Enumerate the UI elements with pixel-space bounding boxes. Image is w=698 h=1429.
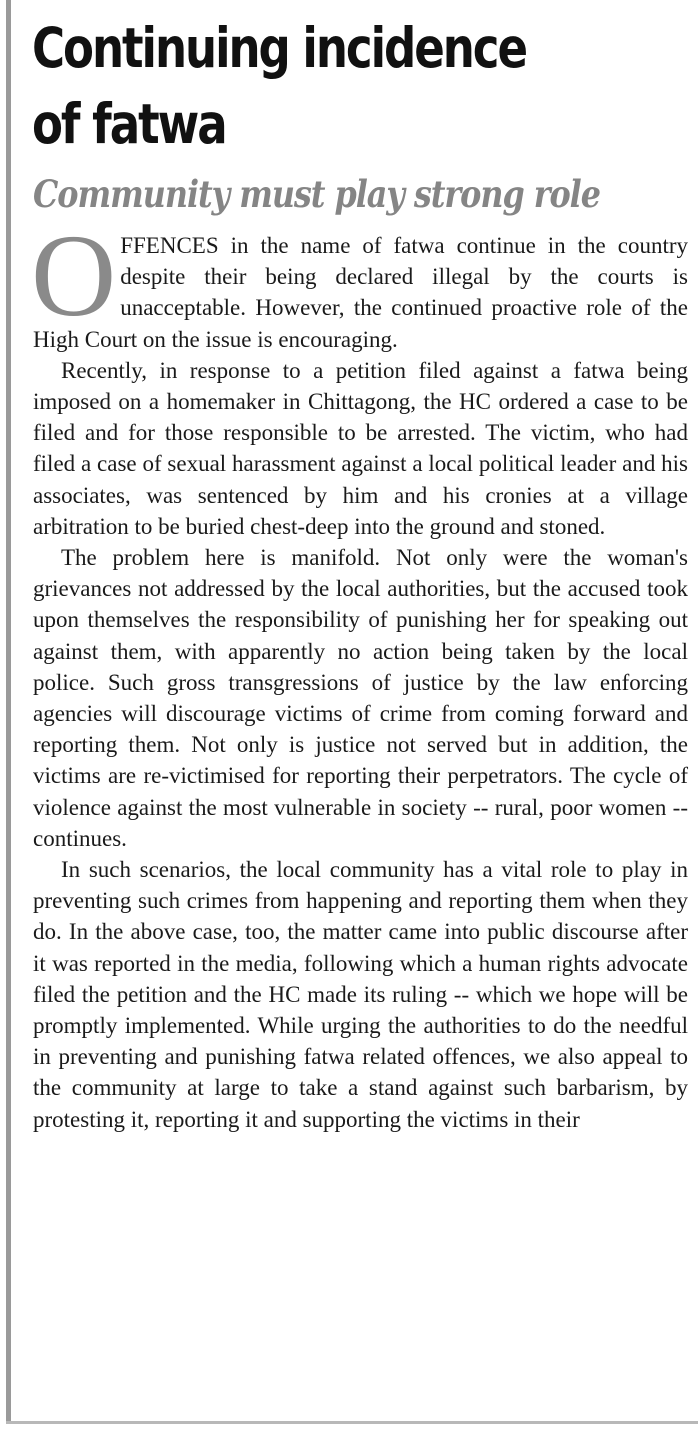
subheadline: Community must play strong role xyxy=(33,172,600,216)
paragraph-3: The problem here is manifold. Not only were the woman's grievances not addressed by the local authorities, but the accused took upon themselves the responsibility of punishing her for speaking out against them, with apparently no action being taken by the local police. Such gross transgressions of justice by the law enforcing agencies will discourage victims of crime from coming forward and reporting them. Not only is justice not served but in addition, the victims are re-victimised for reporting their perpetrators. The cycle of violence against the most vulnerable in society -- rural, poor women -- continues. xyxy=(33,545,688,851)
paragraph-1 xyxy=(31,210,688,355)
headline xyxy=(32,10,565,162)
headline-line-1: Continuing incidence xyxy=(32,16,527,80)
article-body xyxy=(31,210,688,1135)
drop-cap: O xyxy=(31,210,117,341)
bottom-rule xyxy=(6,1421,698,1424)
paragraph-2: Recently, in response to a petition filed against a fatwa being imposed on a homemaker in Chittagong, the HC ordered a case to be filed and for those responsible to be arrested. The victim, who had filed a case of sexual harassment against a local political leader and his associates, was sentenced by him and his cronies at a village arbitration to be buried chest-deep into the ground and stoned. xyxy=(33,357,688,539)
paragraph-1-text: FFENCES in the name of fatwa continue in the country despite their being declared illegal by the courts is unacceptable. However, the continued proactive role of the High Court on the issue is encouraging. xyxy=(33,233,688,352)
headline-line-2: of fatwa xyxy=(32,92,226,156)
paragraph-4: In such scenarios, the local community has a vital role to play in preventing such crimes from happening and reporting them when they do. In the above case, too, the matter came into public discourse after it was reported in the media, following which a human rights advocate filed the petition and the HC made its ruling -- which we hope will be promptly implemented. While urging the authorities to do the needful in preventing and punishing fatwa related offences, we also appeal to the community at large to take a stand against such barbarism, by protesting it, reporting it and supporting the victims in their xyxy=(33,857,688,1132)
column-rule xyxy=(6,0,11,1424)
